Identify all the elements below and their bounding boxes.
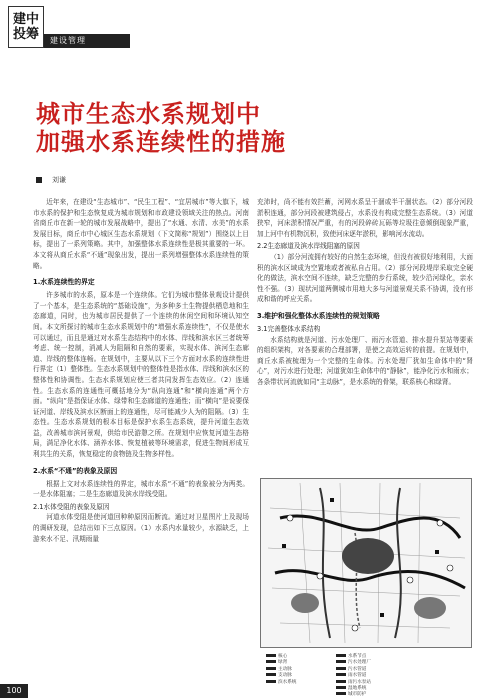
section-heading: 1.水系连续性的界定	[33, 278, 95, 287]
legend-swatch-icon	[266, 680, 276, 683]
legend-item	[266, 680, 296, 686]
legend-label: 核心	[278, 654, 288, 659]
legend-label: 主动脉	[278, 666, 292, 672]
legend-label: 支动脉	[278, 673, 292, 679]
legend-label: 雨污水泵站	[348, 679, 371, 685]
author-name: 刘谦	[52, 176, 66, 184]
legend-label: 湿地系统	[348, 686, 367, 692]
right-text-column	[257, 197, 473, 388]
legend-column-left	[266, 654, 296, 686]
title-line-1: 城市生态水系规划中	[36, 100, 261, 128]
paragraph: 许多城市的水系，原本是一个连续体。它们为城市整体景观设计提供了一个基本，是生态系统的“基础设施”，为多种多土生物提供栖息地和生态廊道，同时，也为城市居民提供了一个连续的休闲空间和环境认知空间。本文所探讨的城市生态水系规划中的“增强水系连续性”，不仅是使水可以通过，而且是通过对水系生态结构中的水体、岸线和滨水区三者统筹考虑、统一控制，消减人为阻隔和自然的要素，实现水体、滨河生态廊道、岸线的整体连畅。在规划中，主要从以下三个方面对水系的连续性进行界定（1）整体性。生态水系规划中的整体性是指水体、岸线和滨水区的整体性和协调性。生态水系规划应使三者共同发挥生态效应。（2）连通性。生态水系的连通性可概括地分为“纵向连通”和“横向连通”两个方面。“纵向”是指保证水体、绿带和生态廊道的连通性；而“横向”是说要保证河道、岸线及滨水区断面上的连通性，尽可能减少人为的阻隔。（3）生态性。生态水系规划的根本目标是保护水系生态系统，提升河道生态效益，改善城市滨河景观，供给市民游憩之所。在规划中应恢复河道生态格局，满足净化水体、涵养水体、恢复植被等环境需求，促进生物间形成互利共生的关系，恢复稳定的食物链及生物多样性。	[33, 291, 249, 459]
legend-swatch-icon	[336, 667, 346, 670]
green-kidney-2	[414, 597, 446, 619]
paragraph: 充沛时，尚不能有效拦蓄，河网水系呈干涸或半干涸状态。（2）部分河段淤积连通，部分河段被建筑侵占，水系没有构成完整生态系统。（3）河道狭窄，河床淤积情况严重，有的河段碎砖瓦砾等垃圾往意倾倒现象严重，加上河中有机物沉积，致使河床逐年淤积，影响河水流动。	[257, 198, 473, 238]
section-heading: 3.维护和强化整体水系连续性的规划策略	[257, 311, 380, 320]
legend-label: 滨水系统	[278, 679, 297, 685]
legend-label: 雨水管道	[348, 673, 367, 679]
title-line-2: 加强水系连续性的措施	[36, 128, 286, 156]
core-area	[342, 538, 394, 574]
legend-swatch-icon	[336, 680, 346, 683]
logo-line-1: 建中	[12, 12, 39, 27]
logo-line-2: 投筹	[12, 27, 39, 42]
legend-label: 污水管道	[348, 666, 367, 672]
subsection-heading: 2.1水体受阻的表象及原因	[33, 502, 110, 511]
legend-swatch-icon	[336, 660, 346, 663]
legend-swatch-icon	[336, 654, 346, 657]
section-tag: 建设管理	[44, 34, 130, 48]
legend-swatch-icon	[266, 654, 276, 657]
section-heading: 2.水系“不通”的表象及原因	[33, 466, 118, 475]
paragraph: 根据上文对水系连续性的界定，城市水系“不通”的表象被分为两类。一是水体阻塞；二是生态廊道及滨水岸线受阻。	[33, 479, 249, 499]
paragraph: 近年来，在建设“生态城市”、“民生工程”、“宜居城市”等大旗下，城市水系的保护和生态恢复成为城市规划和市政建设领域关注的热点。河南省商丘市在新一轮的城市发展战略中，提出了“水通、水清、水美”的水系发展目标，商丘市中心城区生态水系规划（下文简称“规划”）围绕以上目标，提出了一系列策略。其中，加强整体水系连续性是极其重要的一环。本文将从商丘水系“不通”现象出发，提出一系列增强整体水系连续性的策略。	[33, 198, 249, 270]
legend-label: 城市防护	[348, 692, 367, 698]
left-text-column	[33, 197, 249, 544]
article-title	[36, 100, 286, 156]
legend-label: 污水处理厂	[348, 660, 371, 666]
green-kidney-1	[291, 593, 319, 613]
legend-swatch-icon	[266, 667, 276, 670]
author-marker-icon	[36, 177, 42, 183]
subsection-heading: 3.1完善整体水系结构	[257, 324, 321, 333]
paragraph: 水系结构就是河道、污水处理厂、雨污水管道、排水提升泵站等要素的组织架构，对各要素的合理部署，是使之高效运转的前提。在规划中，商丘水系被梳理为一个完整的生命体。污水处理厂犹如生命体中的“肾心”，对污水进行处理；河道犹如生命体中的“静脉”，能净化污水和雨水；各条带状河流就如同“主动脉”，是水系统的骨架，联系核心和绿肾。	[257, 335, 473, 386]
legend-swatch-icon	[336, 692, 346, 695]
legend-label: 水系节点	[348, 654, 367, 659]
legend-swatch-icon	[266, 660, 276, 663]
paragraph: （1）部分河流拥有较好的自然生态环境，但没有被很好地利用，大面积的滨水区域成为空置地或者被私自占用。（2）部分河段堤岸采取完全硬化的做法，滨水空间不连续，缺乏完整的步行系统，较少沿河绿化，亲水性不强。（3）现状河道两侧城市用地大多与河道景观关系不协调，没有形成和谐的呼应关系。	[257, 252, 473, 304]
legend-label: 绿肾	[278, 660, 288, 666]
subsection-heading: 2.2生态廊道及滨水岸线阻塞的原因	[257, 242, 360, 251]
author-row	[36, 175, 66, 185]
legend-column-right	[336, 654, 371, 699]
water-system-structure-map	[260, 478, 472, 648]
legend-swatch-icon	[266, 673, 276, 676]
paragraph: 河道水体受阻是使河道回种种原因而断流。通过对卫星图片上及现场的调研发现，总结出如下三点原因。（1）水系内水量较少，水源缺乏，上游来水不足、汛期雨量	[33, 513, 249, 543]
page-number: 100	[0, 684, 28, 698]
legend-swatch-icon	[336, 673, 346, 676]
legend-swatch-icon	[336, 686, 346, 689]
magazine-logo	[8, 6, 44, 48]
